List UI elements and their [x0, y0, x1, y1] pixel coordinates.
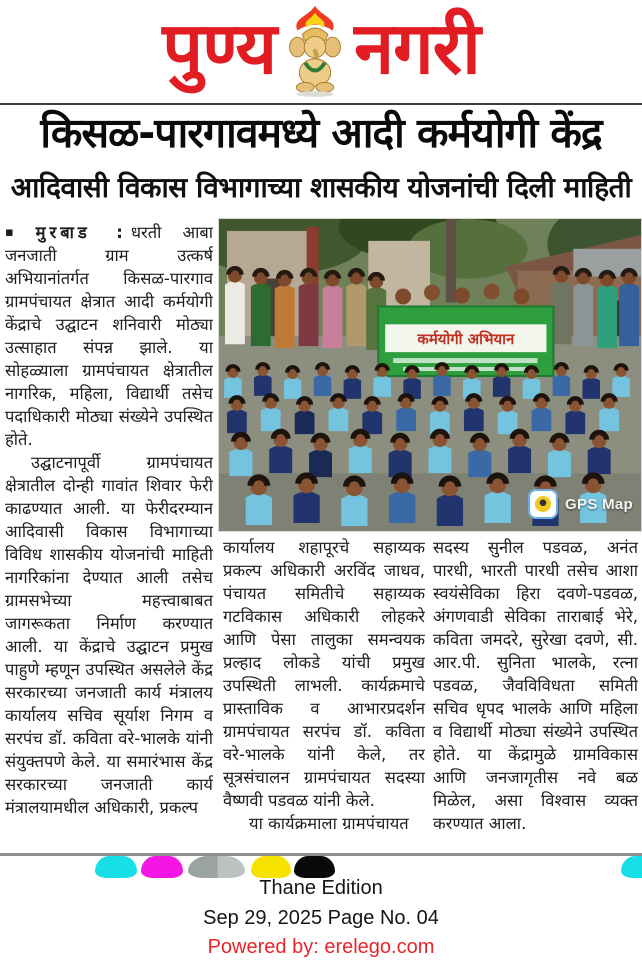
gps-map-watermark: [528, 489, 633, 519]
article-column-2: [223, 536, 425, 856]
article-paragraph: या कार्यक्रमाला ग्रामपंचायत: [249, 814, 409, 833]
registration-mark-cyan-right: [621, 856, 642, 878]
powered-by-label: Powered by: erelego.com: [207, 936, 435, 958]
dateline: मुरबाड :: [35, 223, 127, 242]
article-column-3: [433, 536, 638, 856]
article-paragraph: सदस्य सुनील पडवळ, अनंत पारधी, भारती पारधी तसेच आशा स्वयंसेविका हिरा दवणे-पडवळ, अंगणवाडी सेविका ताराबाई भेरे, कविता जमदरे, सुरेखा दवणे, सी. आर.पी. सुनिता भालके, रत्ना पडवळ, जैवविविधता समिती सचिव धृपद भालके आणि महिला व विद्यार्थी मोठ्या संख्येने उपस्थित होते. या केंद्रामुळे ग्रामविकास आणि जनजागृतीस नवे बळ मिळेल, असा विश्वास व्यक्त करण्यात आला.: [433, 538, 638, 833]
article-column-1: [5, 221, 213, 855]
banner-text: कर्मयोगी अभियान: [417, 330, 515, 349]
masthead-title-left: पुण्य: [162, 6, 277, 90]
registration-mark-cyan: [95, 856, 137, 878]
photo-illustration: [219, 219, 641, 531]
registration-mark-yellow: [251, 856, 291, 878]
gps-map-label: GPS Map: [565, 495, 633, 513]
paragraph-text: धरती आबा जनजाती ग्राम उत्कर्ष अभियानांतर्गत किसळ-पारगाव ग्रामपंचायत क्षेत्रात आदी कर्मयोगी केंद्राचे उद्घाटन शनिवारी मोठ्या उत्साहात संपन्न झाले. या सोहळ्याला ग्रामपंचायत क्षेत्रातील नागरिक, महिला, विद्यार्थी तसेच पदाधिकारी मोठ्या संख्येने उपस्थित होते.: [5, 223, 213, 449]
registration-mark-black: [294, 856, 335, 878]
masthead: [0, 0, 642, 102]
article-paragraph: [5, 221, 213, 451]
article-paragraph: कार्यालय शहापूरचे सहाय्यक प्रकल्प अधिकारी अरविंद जाधव, पंचायत समितीचे सहाय्यक गटविकास अधिकारी लोहकरे आणि पेसा तालुका समन्वयक प्रल्हाद लोकडे यांची प्रमुख उपस्थिती लाभली. कार्यक्रमाचे प्रास्ताविक व आभारप्रदर्शन ग्रामपंचायत सरपंच डॉ. कविता वरे-भालके यांनी केले, तर सूत्रसंचालन ग्रामपंचायत सदस्या वैष्णवी पडवळ यांनी केले.: [223, 538, 425, 810]
article-headline: किसळ-पारगावमध्ये आदी कर्मयोगी केंद्र: [40, 109, 602, 157]
masthead-divider: [0, 103, 642, 105]
gps-map-icon: [528, 489, 558, 519]
article-subheadline: आदिवासी विकास विभागाच्या शासकीय योजनांची दिली माहिती: [10, 171, 632, 204]
edition-label: Thane Edition: [259, 877, 383, 899]
date-page-label: Sep 29, 2025 Page No. 04: [203, 907, 439, 929]
article-paragraph: उद्घाटनापूर्वी ग्रामपंचायत क्षेत्रातील दोन्ही गावांत शिवार फेरी काढण्यात आली. या फेरीदरम्यान आदिवासी विकास विभागाच्या विविध शासकीय योजनांची माहिती नागरिकांना देण्यात आली तसेच ग्रामसभेच्या महत्त्वाबाबत जागरूकता निर्माण करण्यात आली. या केंद्राचे उद्घाटन प्रमुख पाहुणे म्हणून उपस्थित असलेले केंद्र सरकारच्या जनजाती कार्य मंत्रालय कार्यालय सचिव सूर्याश निगम व सरपंच डॉ. कविता वरे-भालके यांनी संयुक्तपणे केले. या समारंभास केंद्र सरकारच्या जनजाती कार्य मंत्रालयामधील अधिकारी, प्रकल्प: [5, 453, 213, 817]
ganesha-logo-icon: [280, 4, 350, 98]
dateline-marker: ▪: [5, 225, 30, 240]
masthead-title-right: नगरी: [354, 6, 480, 90]
registration-mark-gray: [188, 856, 245, 878]
registration-mark-magenta: [141, 856, 183, 878]
article-photo: [218, 218, 642, 532]
